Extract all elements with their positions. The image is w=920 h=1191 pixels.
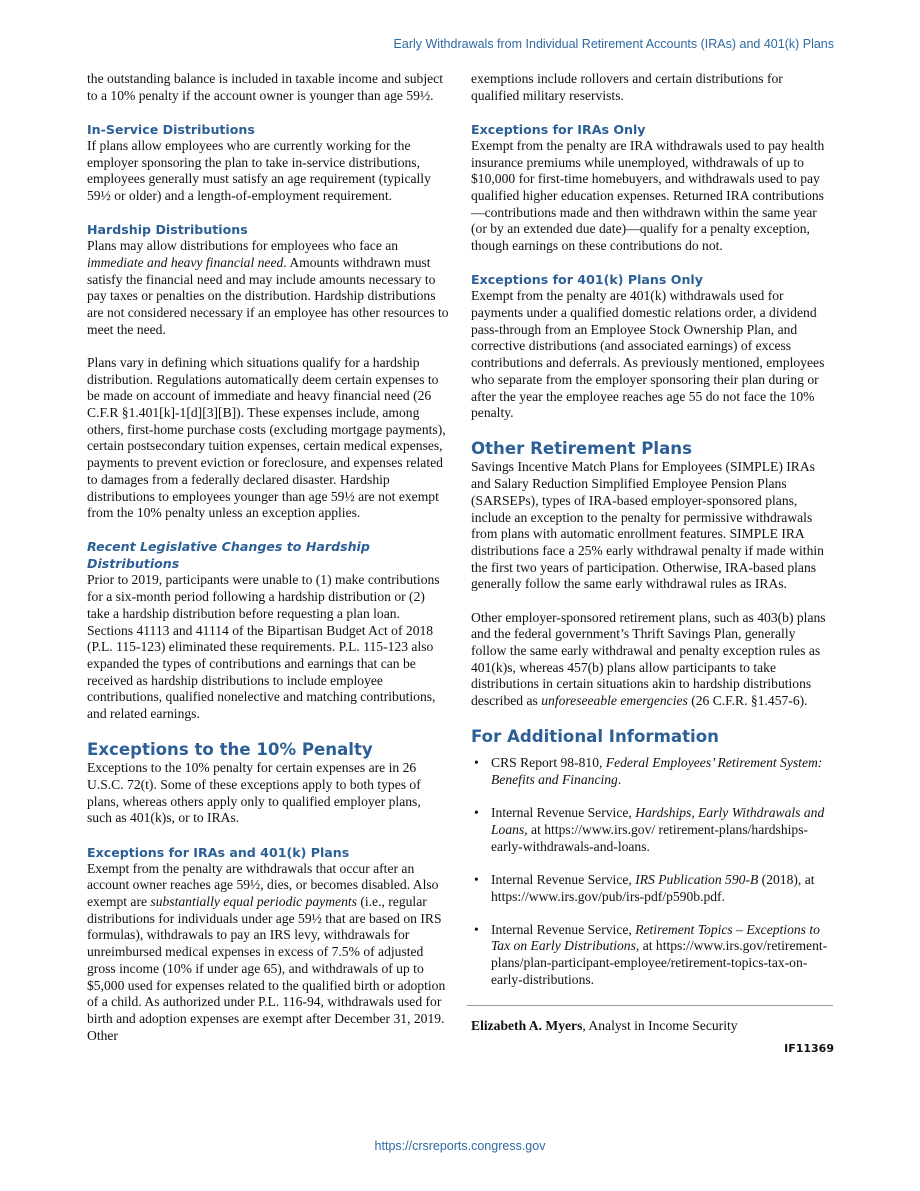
other-plans-paragraph-1: Savings Incentive Match Plans for Employees (SIMPLE) IRAs and Salary Reduction Simplified Employee Pension Plans (SARSEPs), types of IRA-based employer-sponsored plans, include an exception to the penalty for permissive withdrawals from plans with automatic enrollment features. SIMPLE IRA distributions face a 25% early withdrawal penalty if made within the first two years of participation. Otherwise, IRA-based plans generally follow the same early withdrawal rules as IRAs. — [471, 459, 824, 592]
iras-and-401k-heading: Exceptions for IRAs and 401(k) Plans — [87, 844, 350, 860]
in-service-heading: In-Service Distributions — [87, 121, 255, 137]
emphasis: Federal Employees’ Retirement System: Benefits and Financing — [491, 755, 823, 787]
left-column — [87, 71, 449, 1061]
footer-url[interactable]: https://crsreports.congress.gov — [374, 1139, 546, 1153]
hardship-paragraph-1 — [87, 238, 449, 338]
401k-only-heading: Exceptions for 401(k) Plans Only — [471, 272, 703, 288]
text-run: (i.e., regular distributions for individuals under age 59½ that are based on IRS formulas), withdrawals to pay an IRS levy, withdrawals for unreimbursed medical expenses in excess of 7.5% of adjusted gross income (10% if under age 65), and withdrawals of up to $5,000 used for expenses related to the qualified birth or adoption of a child. As authorized under P.L. 116-94, withdrawals used for birth and adoption expenses are exempt after December 31, 2019. Other — [87, 894, 446, 1043]
text-run: Other employer-sponsored retirement plans, such as 403(b) plans and the federal government’s Thrift Savings Plan, generally follow the same early withdrawal and penalty exception rules as 401(k)s, whereas 457(b) plans allow participants to take distributions in certain situations akin to hardship distributions described as — [471, 609, 826, 709]
text-run: , at https://www.irs.gov/retirement-plans/plan-participant-employee/retirement-topics-tax-on-early-distributions. — [491, 938, 828, 987]
text-run: Exempt from the penalty are withdrawals that occur after an account owner reaches age 59½, dies, or becomes disabled. Also exempt are — [87, 860, 439, 910]
emphasis: IRS Publication 590-B — [635, 871, 759, 887]
other-plans-paragraph-2 — [471, 610, 833, 710]
401k-only-paragraph: Exempt from the penalty are 401(k) withdrawals used for payments under a qualified domestic relations order, a dividend pass-through from an Employee Stock Ownership Plan, and corrective distributions (and associated earnings) of excess contributions and deferrals. As previously mentioned, employees who separate from the employer sponsoring their plan during or after the year the employee reaches age 55 do not face the 10% penalty. — [471, 288, 825, 421]
hardship-heading: Hardship Distributions — [87, 222, 248, 238]
bullet-icon: • — [474, 871, 479, 887]
author-name: Elizabeth A. Myers — [471, 1018, 583, 1034]
emphasis: unforeseeable emergencies — [541, 693, 688, 709]
running-header: Early Withdrawals from Individual Retirement Accounts (IRAs) and 401(k) Plans — [393, 37, 834, 51]
emphasis: substantially equal periodic payments — [150, 894, 357, 910]
iras-only-paragraph: Exempt from the penalty are IRA withdrawals used to pay health insurance premiums while unemployed, withdrawals of up to $10,000 for first-time homebuyers, and withdrawals used to pay qualified higher education expenses. Returned IRA contributions—contributions made and then withdrawn within the same year (or by an extended due date)—qualify for a penalty exception, though earnings on these contributions do not. — [471, 137, 825, 254]
list-item — [471, 805, 833, 855]
bullet-icon: • — [474, 755, 479, 771]
bullet-icon: • — [474, 805, 479, 821]
right-column — [471, 71, 833, 1057]
recent-changes-paragraph: Prior to 2019, participants were unable to (1) make contributions for a six-month period following a hardship distribution or (2) take a hardship distribution before requesting a plan loan. Sections 41113 and 41114 of the Bipartisan Budget Act of 2018 (P.L. 115-123) eliminated these requirements. P.L. 115-123 also expanded the types of contributions and earnings that can be received as hardship distributions to include employee contributions, qualified nonelective and matching contributions, and related earnings. — [87, 572, 440, 722]
continued-paragraph: exemptions include rollovers and certain distributions for qualified military reservists. — [471, 71, 783, 103]
text-run: , at https://www.irs.gov/ retirement-plans/hardships-early-withdrawals-and-loans. — [491, 821, 809, 854]
text-run: Internal Revenue Service, — [491, 921, 636, 937]
exceptions-heading: Exceptions to the 10% Penalty — [87, 740, 373, 760]
iras-and-401k-paragraph — [87, 861, 449, 1045]
text-run: Plans may allow distributions for employees who face an — [87, 238, 399, 254]
text-run: CRS Report 98-810, — [491, 755, 606, 771]
author-title: , Analyst in Income Security — [582, 1018, 738, 1034]
divider — [467, 1005, 833, 1006]
exceptions-paragraph: Exceptions to the 10% penalty for certain expenses are in 26 U.S.C. 72(t). Some of these exceptions apply to both types of plans, whereas others apply only to qualified employer plans, such as 401(k)s, or to IRAs. — [87, 760, 421, 826]
bullet-icon: • — [474, 921, 479, 937]
intro-paragraph: the outstanding balance is included in taxable income and subject to a 10% penalty if the account owner is younger than age 59½. — [87, 71, 443, 103]
list-item — [471, 872, 833, 905]
additional-info-list — [471, 755, 833, 988]
hardship-paragraph-2: Plans vary in defining which situations qualify for a hardship distribution. Regulations automatically deem certain expenses to be made on account of immediate and heavy financial need (26 C.F.R §1.401[k]-1[d][3][B]). These expenses include, among others, first-home purchase costs (excluding mortgage payments), certain postsecondary tuition expenses, certain medical expenses, payments to prevent eviction or foreclosure, and expenses related to damages from a federally declared disaster. Hardship distributions to employees younger than age 59½ are not exempt from the 10% penalty unless an exception applies. — [87, 354, 446, 521]
list-item — [471, 755, 833, 788]
list-item — [471, 922, 833, 989]
in-service-paragraph: If plans allow employees who are currently working for the employer sponsoring the plan to take in-service distributions, employees generally must satisfy an age requirement (typically 59½ or older) and a length-of-employment requirement. — [87, 137, 431, 204]
other-plans-heading: Other Retirement Plans — [471, 439, 692, 459]
author-line — [471, 1018, 833, 1035]
text-run: Internal Revenue Service, — [491, 871, 636, 887]
text-run: . Amounts withdrawn must satisfy the financial need and may include amounts necessary to pay taxes or penalties on the distribution. Hardship distributions are not considered necessary if an employee has other resources to meet the need. — [87, 254, 449, 337]
iras-only-heading: Exceptions for IRAs Only — [471, 121, 646, 137]
emphasis: Hardships, Early Withdrawals and Loans — [491, 805, 825, 837]
recent-changes-heading: Recent Legislative Changes to Hardship Distributions — [87, 539, 370, 572]
text-run: (26 C.F.R. §1.457-6). — [687, 693, 808, 709]
emphasis: immediate and heavy financial need — [87, 254, 284, 270]
text-run: Internal Revenue Service, — [491, 805, 636, 821]
additional-info-heading: For Additional Information — [471, 727, 719, 747]
product-id: IF11369 — [784, 1041, 834, 1055]
text-run: (2018), at https://www.irs.gov/pub/irs-pdf/p590b.pdf. — [491, 871, 815, 904]
emphasis: Retirement Topics – Exceptions to Tax on Early Distributions — [491, 921, 820, 954]
text-run: . — [617, 772, 622, 787]
